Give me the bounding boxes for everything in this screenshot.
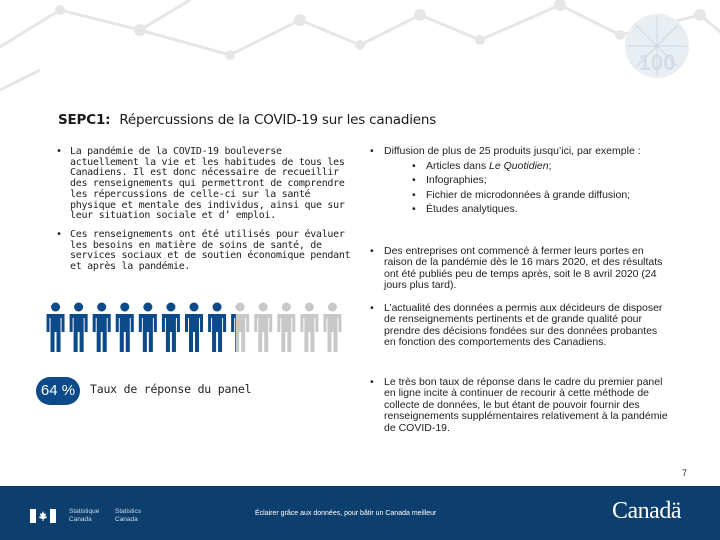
person-icon [254, 303, 272, 353]
person-icon [116, 303, 134, 353]
person-icon [323, 303, 341, 353]
response-rate-figures [44, 302, 344, 354]
products-list-item: • Fichier de microdonnées à grande diffusion; [412, 189, 670, 202]
left-column [56, 147, 356, 273]
products-list-item: • Études analytiques. [412, 203, 670, 216]
title-bold: SEPC1: [58, 112, 111, 128]
right-column [370, 146, 670, 434]
right-bullet-2: • Des entreprises ont commencé à fermer leurs portes en raison de la pandémie dès le 16 mars 2020, et des résultats ont été publiés peu de temps après, soit le 8 avril 2020 (24 jours plus tard). [370, 246, 670, 292]
right-bullet-1-text: Diffusion de plus de 25 produits jusqu’ici, par exemple : [384, 145, 641, 157]
anniversary-100-logo [612, 8, 702, 88]
response-rate-label: Taux de réponse du panel [90, 382, 252, 396]
response-rate-badge: 64 % [36, 377, 80, 405]
title-rest: Répercussions de la COVID-19 sur les canadiens [119, 112, 437, 128]
person-icon [231, 303, 249, 353]
products-list-item: • Articles dans Le Quotidien; [412, 160, 670, 173]
right-bullet-4: • Le très bon taux de réponse dans le cadre du premier panel en ligne incite à continuer de recourir à cette méthode de collecte de données, le but étant de pouvoir fournir des renseignements supplémentaires relativement à la pandémie de COVID-19. [370, 377, 670, 435]
person-icon [70, 303, 88, 353]
person-icon [139, 303, 157, 353]
products-list-item: • Infographies; [412, 174, 670, 187]
statcan-en-name: Statistics Canada [115, 508, 142, 523]
person-icon [208, 303, 226, 353]
statcan-fr-name: Statistique Canada [69, 508, 100, 523]
person-icon [93, 303, 111, 353]
person-icon [162, 303, 180, 353]
canada-wordmark: Canadä [612, 498, 681, 524]
right-bullet-3: • L’actualité des données a permis aux décideurs de disposer de renseignements pertinents et de grande qualité pour prendre des décisions fondées sur des données probantes en fonction des comportements des Canadiens. [370, 303, 670, 349]
products-list [384, 160, 670, 216]
person-icon [277, 303, 295, 353]
person-icon [47, 303, 65, 353]
footer-tagline: Éclairer grâce aux données, pour bâtir un Canada meilleur [255, 510, 437, 517]
logo-100-text: 100 [638, 50, 676, 75]
slide-title [58, 112, 436, 128]
left-bullet-2: • Ces renseignements ont été utilisés pour évaluer les besoins en matière de soins de santé, de services sociaux et de soutien économique pendant et après la pandémie. [56, 230, 356, 273]
person-icon [185, 303, 203, 353]
person-icon [300, 303, 318, 353]
right-bullet-1 [370, 146, 670, 216]
left-bullet-1: • La pandémie de la COVID-19 bouleverse actuellement la vie et les habitudes de tous les Canadiens. Il est donc nécessaire de recueillir des renseignements qui permettront de comprendre les répercussions de celle-ci sur la santé physique et mentale des individus, ainsi que sur leur situation sociale et d’ emploi. [56, 147, 356, 222]
canada-flag-icon [30, 509, 56, 523]
page-number: 7 [682, 468, 688, 478]
